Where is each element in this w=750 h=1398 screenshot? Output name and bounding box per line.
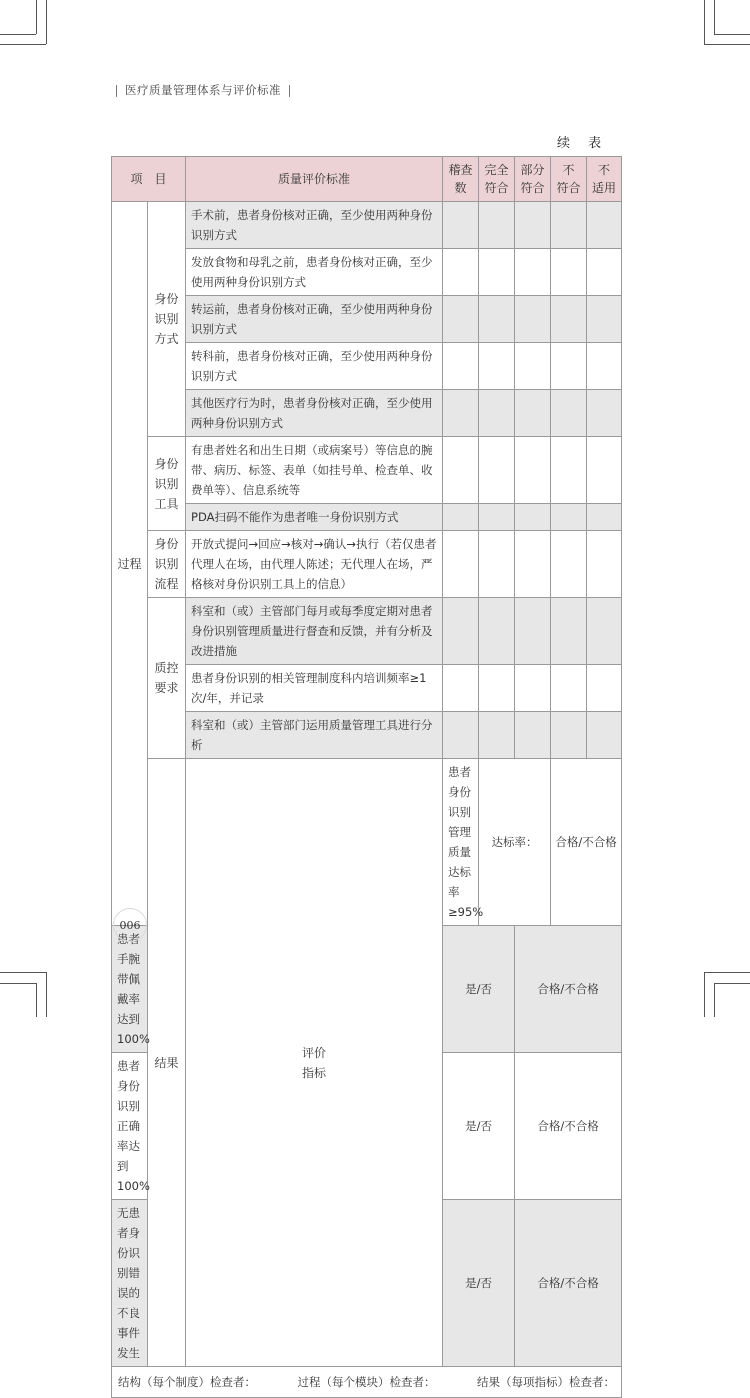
full-compliance-cell[interactable] [479, 202, 515, 249]
header-full-compliance: 完全 符合 [479, 157, 515, 202]
full-compliance-cell[interactable] [479, 249, 515, 296]
standard-text: 转科前，患者身份核对正确，至少使用两种身份识别方式 [186, 343, 443, 390]
not-applicable-cell[interactable] [587, 712, 622, 759]
table-row [112, 712, 622, 759]
not-applicable-cell[interactable] [587, 531, 622, 598]
header-non-compliance: 不 符合 [551, 157, 587, 202]
crop-mark [704, 972, 705, 1017]
non-compliance-cell[interactable] [551, 598, 587, 665]
partial-compliance-cell[interactable] [515, 202, 551, 249]
indicator-text: 患者身份识别管理质量达标率≥95% [443, 759, 479, 926]
table-row [112, 504, 622, 531]
non-compliance-cell[interactable] [551, 531, 587, 598]
header-not-applicable: 不 适用 [587, 157, 622, 202]
non-compliance-cell[interactable] [551, 343, 587, 390]
non-compliance-cell[interactable] [551, 712, 587, 759]
audit-count-cell[interactable] [443, 249, 479, 296]
partial-compliance-cell[interactable] [515, 249, 551, 296]
indicator-text: 无患者身份识别错误的不良事件发生 [112, 1200, 148, 1367]
not-applicable-cell[interactable] [587, 343, 622, 390]
standard-text: 科室和（或）主管部门每月或每季度定期对患者身份识别管理质量进行督查和反馈，并有分析及改进措施 [186, 598, 443, 665]
not-applicable-cell[interactable] [587, 437, 622, 504]
indicator-value[interactable]: 是/否 [443, 926, 515, 1053]
audit-count-cell[interactable] [443, 437, 479, 504]
not-applicable-cell[interactable] [587, 665, 622, 712]
partial-compliance-cell[interactable] [515, 665, 551, 712]
quality-evaluation-table [111, 156, 622, 1398]
standard-text: 其他医疗行为时，患者身份核对正确，至少使用两种身份识别方式 [186, 390, 443, 437]
non-compliance-cell[interactable] [551, 390, 587, 437]
category-result: 结果 [148, 759, 186, 1367]
crop-mark [36, 0, 37, 34]
indicator-verdict[interactable]: 合格/不合格 [515, 1053, 622, 1200]
audit-count-cell[interactable] [443, 504, 479, 531]
full-compliance-cell[interactable] [479, 531, 515, 598]
crop-mark [36, 983, 37, 1017]
indicator-value[interactable]: 是/否 [443, 1053, 515, 1200]
running-head-title: 医疗质量管理体系与评价标准 [125, 83, 281, 97]
full-compliance-cell[interactable] [479, 598, 515, 665]
subcategory-id-tools: 身份 识别 工具 [148, 437, 186, 531]
structure-inspector-label[interactable]: 结构（每个制度）检查者： [118, 1375, 256, 1389]
audit-count-cell[interactable] [443, 343, 479, 390]
standard-text: PDA扫码不能作为患者唯一身份识别方式 [186, 504, 443, 531]
indicator-verdict[interactable]: 合格/不合格 [515, 926, 622, 1053]
header-audit-count: 稽查 数 [443, 157, 479, 202]
full-compliance-cell[interactable] [479, 437, 515, 504]
crop-mark [0, 972, 46, 973]
crop-mark [714, 983, 715, 1017]
table-row [112, 296, 622, 343]
result-inspector-label[interactable]: 结果（每项指标）检查者： [477, 1375, 615, 1389]
table-row [112, 343, 622, 390]
running-head [108, 82, 298, 98]
non-compliance-cell[interactable] [551, 249, 587, 296]
partial-compliance-cell[interactable] [515, 598, 551, 665]
full-compliance-cell[interactable] [479, 390, 515, 437]
indicator-text: 患者身份识别正确率达到100% [112, 1053, 148, 1200]
standard-text: 手术前，患者身份核对正确，至少使用两种身份识别方式 [186, 202, 443, 249]
full-compliance-cell[interactable] [479, 343, 515, 390]
inspector-signature-row [112, 1367, 622, 1398]
page-number: 006 [113, 908, 147, 942]
continued-label: 续 表 [557, 136, 609, 151]
partial-compliance-cell[interactable] [515, 343, 551, 390]
crop-mark [46, 972, 47, 1017]
standard-text: 发放食物和母乳之前，患者身份核对正确，至少使用两种身份识别方式 [186, 249, 443, 296]
partial-compliance-cell[interactable] [515, 504, 551, 531]
crop-mark [704, 44, 750, 45]
table-row [112, 249, 622, 296]
header-partial-compliance: 部分 符合 [515, 157, 551, 202]
full-compliance-cell[interactable] [479, 712, 515, 759]
indicator-text: 患者手腕带佩戴率达到100% [112, 926, 148, 1053]
standard-text: 开放式提问→回应→核对→确认→执行（若仅患者代理人在场，由代理人陈述；无代理人在场，严格核对身份识别工具上的信息） [186, 531, 443, 598]
process-inspector-label[interactable]: 过程（每个模块）检查者： [297, 1375, 436, 1389]
subcategory-id-method: 身份 识别 方式 [148, 202, 186, 437]
non-compliance-cell[interactable] [551, 202, 587, 249]
crop-mark [714, 0, 715, 34]
crop-mark [0, 34, 36, 35]
table-row [112, 598, 622, 665]
table-header-row [112, 157, 622, 202]
not-applicable-cell[interactable] [587, 202, 622, 249]
audit-count-cell[interactable] [443, 202, 479, 249]
audit-count-cell[interactable] [443, 712, 479, 759]
full-compliance-cell[interactable] [479, 504, 515, 531]
indicator-verdict[interactable]: 合格/不合格 [515, 1200, 622, 1367]
standard-text: 转运前，患者身份核对正确，至少使用两种身份识别方式 [186, 296, 443, 343]
table-row [112, 665, 622, 712]
partial-compliance-cell[interactable] [515, 437, 551, 504]
table-row [112, 202, 622, 249]
full-compliance-cell[interactable] [479, 296, 515, 343]
crop-mark [714, 983, 750, 984]
full-compliance-cell[interactable] [479, 665, 515, 712]
crop-mark [0, 44, 46, 45]
header-standard: 质量评价标准 [186, 157, 443, 202]
non-compliance-cell[interactable] [551, 437, 587, 504]
not-applicable-cell[interactable] [587, 390, 622, 437]
partial-compliance-cell[interactable] [515, 531, 551, 598]
crop-mark [704, 0, 705, 44]
crop-mark [704, 972, 750, 973]
audit-count-cell[interactable] [443, 296, 479, 343]
standard-text: 患者身份识别的相关管理制度科内培训频率≥1次/年，并记录 [186, 665, 443, 712]
standard-text: 有患者姓名和出生日期（或病案号）等信息的腕带、病历、标签、表单（如挂号单、检查单、收费单等）、信息系统等 [186, 437, 443, 504]
audit-count-cell[interactable] [443, 598, 479, 665]
category-process: 过程 [112, 202, 148, 926]
indicator-value[interactable]: 是/否 [443, 1200, 515, 1367]
crop-mark [0, 983, 36, 984]
not-applicable-cell[interactable] [587, 598, 622, 665]
partial-compliance-cell[interactable] [515, 712, 551, 759]
non-compliance-cell[interactable] [551, 665, 587, 712]
not-applicable-cell[interactable] [587, 504, 622, 531]
indicator-verdict[interactable]: 合格/不合格 [551, 759, 622, 926]
table-row [112, 531, 622, 598]
header-item: 项 目 [112, 157, 186, 202]
partial-compliance-cell[interactable] [515, 296, 551, 343]
partial-compliance-cell[interactable] [515, 390, 551, 437]
standard-text: 科室和（或）主管部门运用质量管理工具进行分析 [186, 712, 443, 759]
crop-mark [46, 0, 47, 44]
not-applicable-cell[interactable] [587, 249, 622, 296]
table-footer-row [112, 1367, 622, 1398]
subcategory-eval-indicators: 评价 指标 [186, 759, 443, 1367]
subcategory-qc-requirements: 质控 要求 [148, 598, 186, 759]
table-row [112, 390, 622, 437]
not-applicable-cell[interactable] [587, 296, 622, 343]
audit-count-cell[interactable] [443, 531, 479, 598]
indicator-value[interactable]: 达标率： [479, 759, 551, 926]
non-compliance-cell[interactable] [551, 504, 587, 531]
crop-mark [714, 34, 750, 35]
divider [116, 85, 117, 97]
divider [289, 85, 290, 97]
table-row [112, 759, 622, 926]
table-row [112, 437, 622, 504]
audit-count-cell[interactable] [443, 665, 479, 712]
non-compliance-cell[interactable] [551, 296, 587, 343]
subcategory-id-process: 身份 识别 流程 [148, 531, 186, 598]
audit-count-cell[interactable] [443, 390, 479, 437]
